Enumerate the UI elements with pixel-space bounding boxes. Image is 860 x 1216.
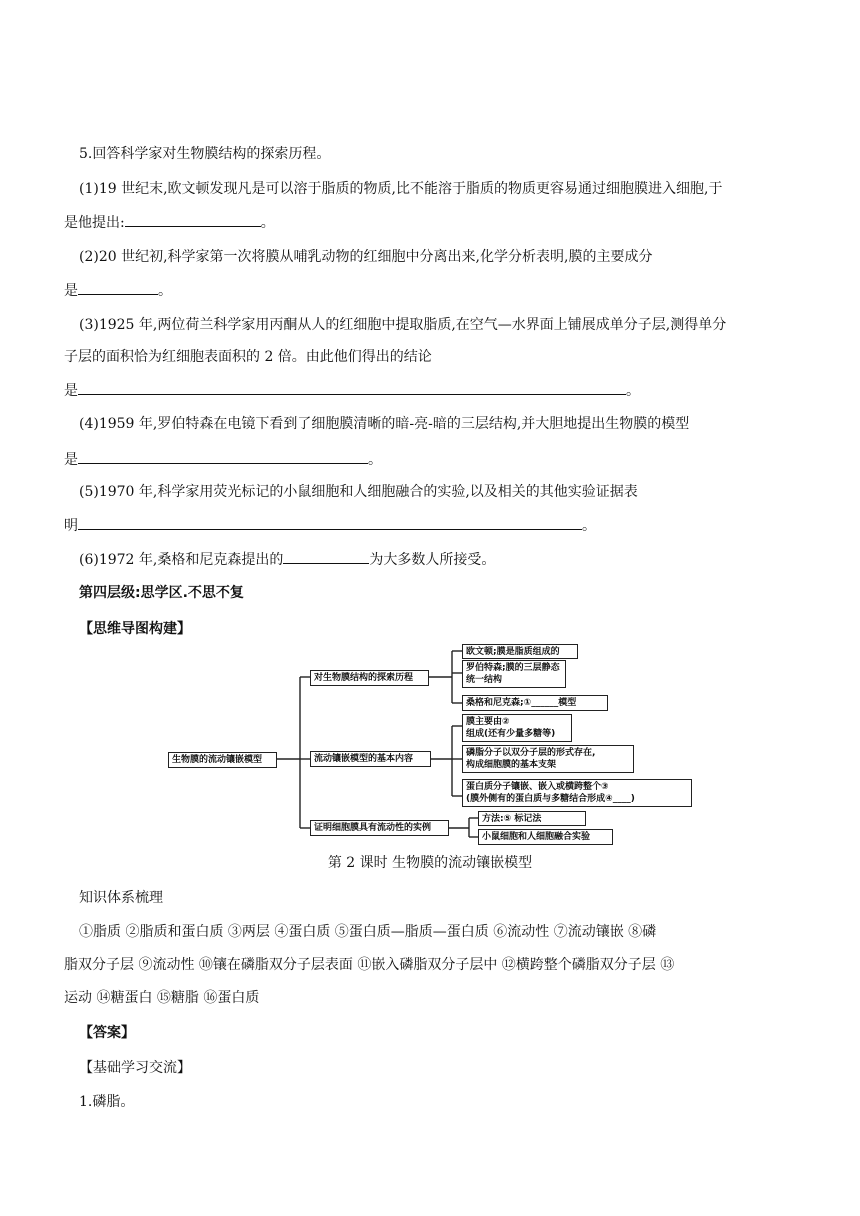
q5-part3-line2: 子层的面积恰为红细胞表面积的 2 倍。由此他们得出的结论 bbox=[64, 349, 432, 365]
mindmap-branch-history: 对生物膜结构的探索历程 bbox=[310, 670, 429, 686]
mindmap-leaf-composition: 膜主要由② 组成(还有少量多糖等) bbox=[462, 714, 572, 742]
knowledge-title: 知识体系梳理 bbox=[79, 890, 163, 906]
mindmap-leaf-phospholipid: 磷脂分子以双分子层的形式存在, 构成细胞膜的基本支架 bbox=[462, 745, 634, 773]
mindmap-root: 生物膜的流动镶嵌模型 bbox=[168, 752, 277, 768]
q5-part6-text: (6)1972 年,桑格和尼克森提出的 bbox=[79, 552, 284, 568]
mindmap-leaf-overton: 欧文顿;膜是脂质组成的 bbox=[462, 644, 578, 659]
mindmap-leaf-singer-nicolson: 桑格和尼克森;①______模型 bbox=[462, 695, 608, 711]
mindmap-branch-content: 流动镶嵌模型的基本内容 bbox=[310, 751, 431, 767]
answers-line-3: 运动 ⑭糖蛋白 ⑮糖脂 ⑯蛋白质 bbox=[64, 990, 260, 1006]
mindmap-heading: 【思维导图构建】 bbox=[79, 621, 191, 637]
answer-1: 1.磷脂。 bbox=[79, 1094, 135, 1110]
q5-part3-line1: (3)1925 年,两位荷兰科学家用丙酮从人的红细胞中提取脂质,在空气—水界面上铺展成单分子层,测得单分 bbox=[79, 317, 727, 333]
q5-part5-text: 明 bbox=[64, 518, 78, 534]
mindmap-leaf-method: 方法:⑤ 标记法 bbox=[478, 811, 586, 826]
mindmap-leaf-protein: 蛋白质分子镶嵌、嵌入或横跨整个③ (膜外侧有的蛋白质与多糖结合形成④____) bbox=[462, 779, 692, 807]
q5-part6-end: 为大多数人所接受。 bbox=[369, 552, 496, 568]
q5-part4-line1: (4)1959 年,罗伯特森在电镜下看到了细胞膜清晰的暗-亮-暗的三层结构,并大胆地提出生物膜的模型 bbox=[79, 416, 690, 432]
q5-part2-end: 。 bbox=[158, 283, 172, 299]
q5-part3-end: 。 bbox=[626, 383, 640, 399]
mindmap-branch-evidence: 证明细胞膜具有流动性的实例 bbox=[310, 820, 449, 836]
q5-part2-line1: (2)20 世纪初,科学家第一次将膜从哺乳动物的红细胞中分离出来,化学分析表明,膜的主要成分 bbox=[79, 249, 653, 265]
answer-heading: 【答案】 bbox=[79, 1025, 135, 1041]
basic-heading: 【基础学习交流】 bbox=[79, 1060, 191, 1076]
answers-line-2: 脂双分子层 ⑨流动性 ⑩镶在磷脂双分子层表面 ⑪嵌入磷脂双分子层中 ⑫横跨整个磷脂双分子层 ⑬ bbox=[64, 957, 675, 973]
q5-part4-end: 。 bbox=[368, 452, 382, 468]
answers-line-1: ①脂质 ②脂质和蛋白质 ③两层 ④蛋白质 ⑤蛋白质—脂质—蛋白质 ⑥流动性 ⑦流动镶嵌 ⑧磷 bbox=[79, 924, 657, 940]
q5-part5-line1: (5)1970 年,科学家用荧光标记的小鼠细胞和人细胞融合的实验,以及相关的其他实验证据表 bbox=[79, 484, 638, 500]
q5-part1-end: 。 bbox=[260, 215, 275, 231]
q5-part1-text: 是他提出: bbox=[64, 215, 125, 231]
q5-part4-text: 是 bbox=[64, 452, 78, 468]
question-5-title: 5.回答科学家对生物膜结构的探索历程。 bbox=[79, 146, 331, 162]
q5-part5-end: 。 bbox=[582, 518, 596, 534]
mindmap-leaf-robertson: 罗伯特森;膜的三层静态 统一结构 bbox=[462, 660, 566, 688]
mindmap-leaf-fusion: 小鼠细胞和人细胞融合实验 bbox=[478, 829, 613, 845]
level4-heading: 第四层级:思学区.不思不复 bbox=[79, 585, 244, 601]
lesson-caption: 第 2 课时 生物膜的流动镶嵌模型 bbox=[327, 855, 533, 871]
q5-part1-line1: (1)19 世纪末,欧文顿发现凡是可以溶于脂质的物质,比不能溶于脂质的物质更容易通过细胞膜进入细胞,于 bbox=[79, 181, 723, 197]
q5-part2-text: 是 bbox=[64, 283, 78, 299]
q5-part3-text: 是 bbox=[64, 383, 78, 399]
